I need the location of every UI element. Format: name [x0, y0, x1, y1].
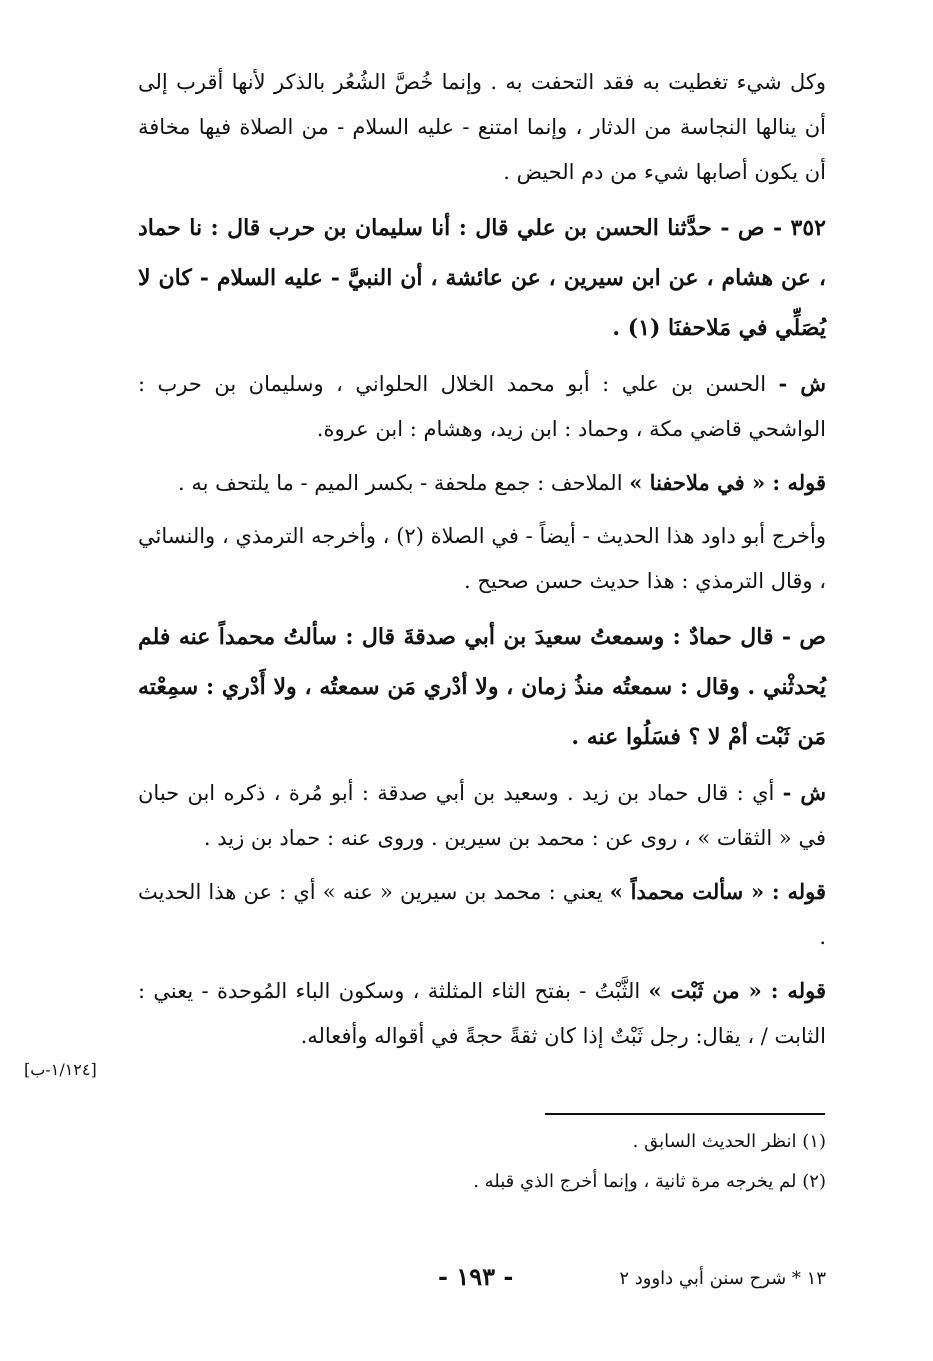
hadith-text: ص - قال حمادٌ : وسمعتُ سعيدَ بن أبي صدقةَ قال : سألتُ محمداً عنه فلم يُحدثْني . وقال : سمعتُه منذُ زمان ، ولا أدْري مَن سمعتُه ، ولا أَدْري : سمِعْته مَن ثَبْت أمْ لا ؟ فسَلُوا عنه .: [138, 624, 826, 750]
commentary-label: قوله : « سألت محمداً »: [609, 879, 826, 904]
commentary-label: قوله : « من ثَبْت »: [648, 978, 826, 1003]
manuscript-folio-reference: [١/١٢٤-ب]: [24, 1060, 97, 1079]
paragraph-intro: [138, 60, 826, 195]
running-title: ١٣ * شرح سنن أبي داوود ٢: [619, 1268, 826, 1289]
footnote-1: (١) انظر الحديث السابق .: [632, 1131, 826, 1152]
page-footer: [138, 1262, 826, 1302]
hadith-text: ٣٥٢ - ص - حدَّثنا الحسن بن علي قال : أنا سليمان بن حرب قال : نا حماد ، عن هشام ، عن ابن سيرين ، عن عائشة ، أن النبيَّ - عليه السلام - كان لا يُصَلِّي في مَلاحفنَا (١) .: [138, 215, 826, 341]
commentary-thabt: [138, 968, 826, 1059]
commentary-hammad: [138, 770, 826, 861]
footnote-divider: [545, 1113, 825, 1115]
commentary-label: ش -: [782, 780, 826, 805]
commentary-label: قوله : « في ملاحفنا »: [629, 470, 826, 495]
commentary-malahif: [138, 460, 826, 506]
commentary-text: أي : قال حماد بن زيد . وسعيد بن أبي صدقة : أبو مُرة ، ذكره ابن حبان في « الثقات » ، روى عن : محمد بن سيرين . وروى عنه : حماد بن زيد .: [138, 781, 826, 850]
commentary-text: يعني : محمد بن سيرين « عنه » أي : عن هذا الحديث .: [138, 880, 826, 949]
commentary-label: ش -: [778, 371, 826, 396]
main-text: [138, 60, 826, 1067]
paragraph-text: وأخرج أبو داود هذا الحديث - أيضاً - في الصلاة (٢) ، وأخرجه الترمذي ، والنسائي ، وقال الترمذي : هذا حديث حسن صحيح .: [138, 524, 827, 593]
commentary-text: الثَّبْتُ - بفتح الثاء المثلثة ، وسكون الباء المُوحدة - يعني : الثابت / ، يقال: رجل ثَبْتٌ إذا كان ثقةً حجةً في أقواله وأفعاله.: [138, 979, 826, 1048]
hadith-hammad: [138, 612, 826, 762]
commentary-text: الملاحف : جمع ملحفة - بكسر الميم - ما يلتحف به .: [177, 471, 623, 495]
footnote-2: (٢) لم يخرجه مرة ثانية ، وإنما أخرج الذي قبله .: [473, 1171, 826, 1192]
commentary-narrators: [138, 361, 826, 452]
paragraph-takhrij: [138, 514, 826, 604]
commentary-text: الحسن بن علي : أبو محمد الخلال الحلواني ، وسليمان بن حرب : الواشحي قاضي مكة ، وحماد : ابن زيد، وهشام : ابن عروة.: [138, 372, 826, 441]
hadith-352: [138, 203, 826, 353]
paragraph-text: وكل شيء تغطيت به فقد التحفت به . وإنما خُصَّ الشُعُر بالذكر لأنها أقرب إلى أن ينالها النجاسة من الدثار ، وإنما امتنع - عليه السلام - من الصلاة فيها مخافة أن يكون أصابها شيء من دم الحيض .: [138, 70, 826, 184]
footnotes: [300, 1122, 826, 1202]
commentary-saaltu: [138, 869, 826, 960]
page-number: - ١٩٣ -: [438, 1262, 514, 1291]
